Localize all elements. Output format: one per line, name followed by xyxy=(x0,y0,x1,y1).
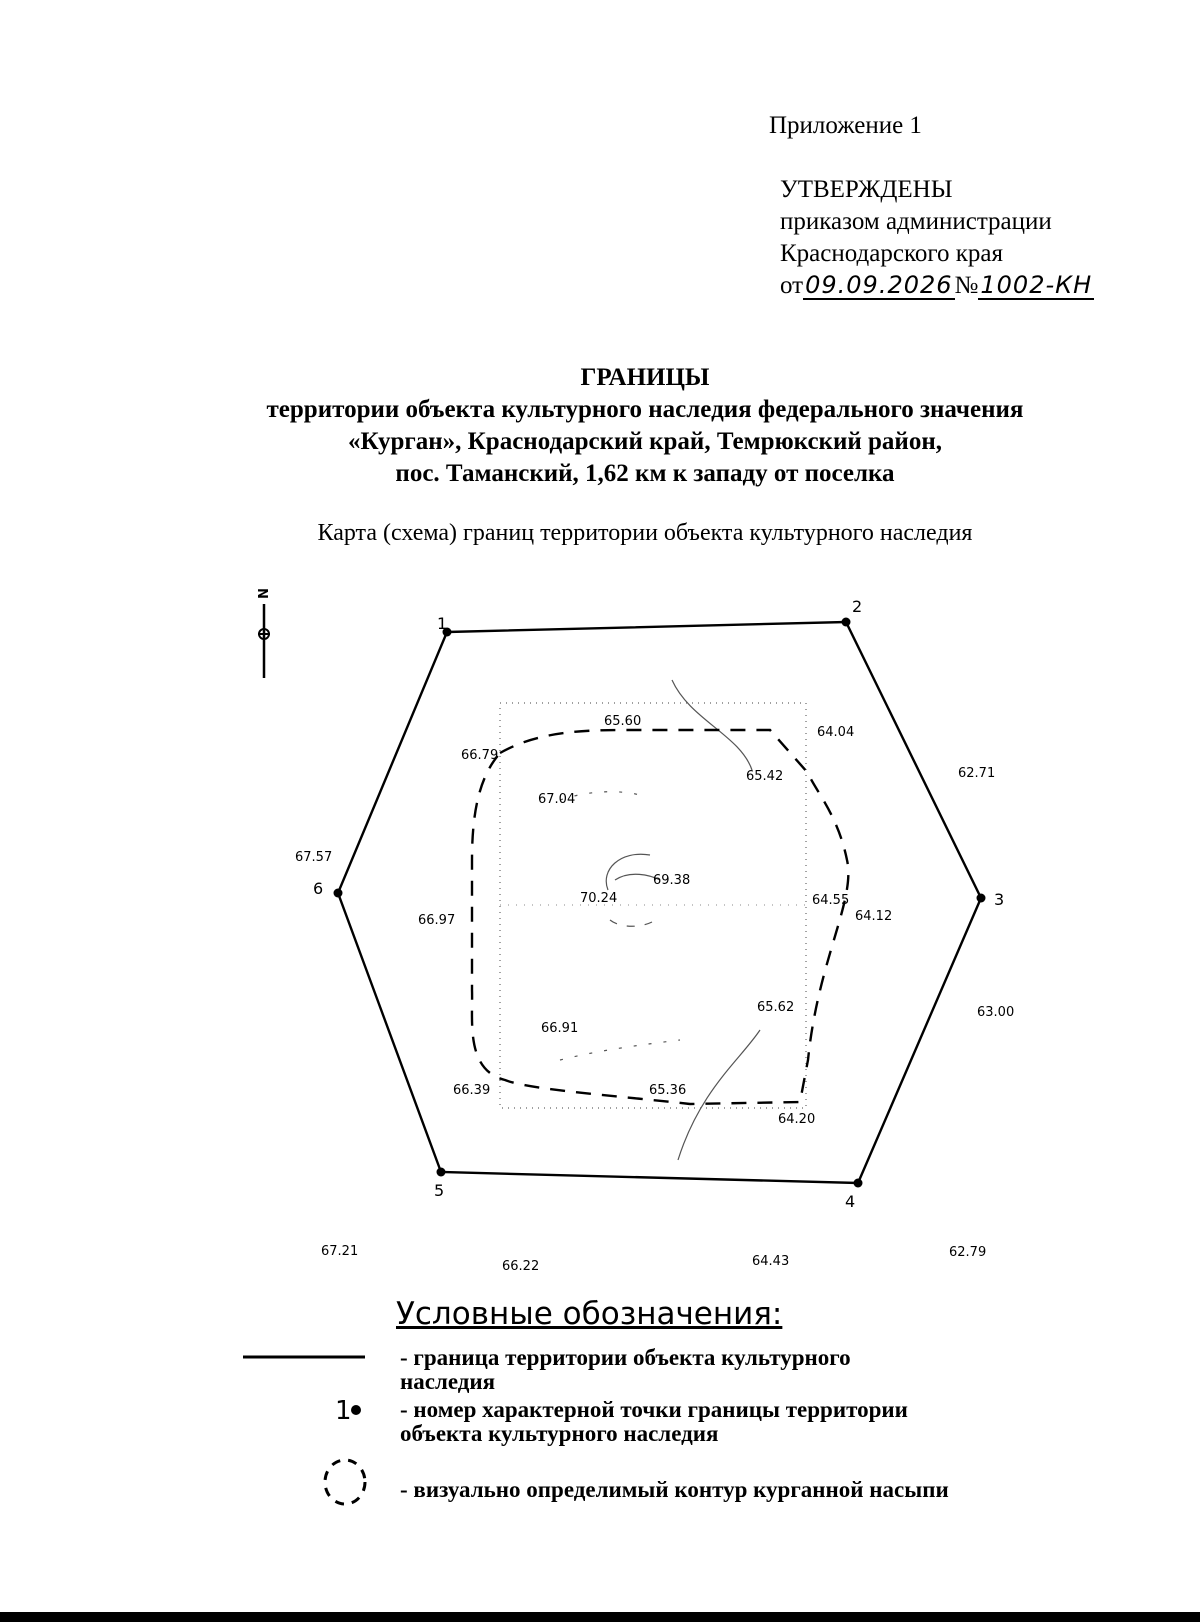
approved-heading: УТВЕРЖДЕНЫ xyxy=(780,176,953,203)
elevation-label: 64.12 xyxy=(855,909,893,924)
boundary-point-6 xyxy=(334,889,343,898)
attachment-label: Приложение 1 xyxy=(769,112,922,139)
order-number: 1002-КН xyxy=(980,271,1093,299)
elevation-label: 65.62 xyxy=(757,1000,795,1015)
boundary-point-labels xyxy=(313,597,1004,1211)
point-label-3: 3 xyxy=(994,890,1005,909)
title-line-1: территории объекта культурного наследия федерального значения xyxy=(266,396,1024,423)
territory-boundary xyxy=(338,622,981,1183)
date-prefix: от xyxy=(780,272,804,299)
elevation-label: 63.00 xyxy=(977,1005,1015,1020)
legend-mound-text: - визуально определимый контур курганной насыпи xyxy=(400,1477,949,1502)
elevation-label: 66.22 xyxy=(502,1259,540,1274)
elevation-label: 62.71 xyxy=(958,766,996,781)
point-label-1: 1 xyxy=(437,614,448,633)
elevation-label: 64.20 xyxy=(778,1112,816,1127)
order-line-2: Краснодарского края xyxy=(780,240,1003,267)
north-arrow-icon xyxy=(254,588,270,678)
boundary-point-3 xyxy=(977,894,986,903)
title-line-2: «Курган», Краснодарский край, Темрюкский район, xyxy=(348,428,942,455)
elevation-label: 66.39 xyxy=(453,1083,491,1098)
elevation-label: 66.79 xyxy=(461,748,499,763)
elevation-marks xyxy=(295,714,1014,1274)
legend-point-dot-icon xyxy=(351,1405,361,1415)
boundary-point-2 xyxy=(842,618,851,627)
legend-boundary-line-1: - граница территории объекта культурного xyxy=(400,1345,851,1370)
title-heading: ГРАНИЦЫ xyxy=(580,364,710,391)
elevation-label: 64.43 xyxy=(752,1254,790,1269)
point-label-5: 5 xyxy=(434,1181,445,1200)
boundary-point-4 xyxy=(854,1179,863,1188)
point-label-4: 4 xyxy=(845,1192,856,1211)
elevation-label: 66.91 xyxy=(541,1021,579,1036)
legend-mound-contour-icon xyxy=(325,1460,365,1504)
title-line-3: пос. Таманский, 1,62 км к западу от поселка xyxy=(395,460,895,487)
legend-point-number: 1 xyxy=(335,1396,352,1426)
elevation-label: 65.42 xyxy=(746,769,784,784)
order-line-1: приказом администрации xyxy=(780,208,1052,235)
legend-boundary-line-2: наследия xyxy=(400,1369,496,1394)
legend-boundary-text xyxy=(400,1346,851,1394)
elevation-label: 67.04 xyxy=(538,792,576,807)
boundary-point-markers xyxy=(334,618,986,1188)
legend-point-text xyxy=(400,1398,908,1446)
map-subtitle: Карта (схема) границ территории объекта культурного наследия xyxy=(317,520,973,546)
elevation-label: 62.79 xyxy=(949,1245,987,1260)
mound-contour xyxy=(472,730,848,1104)
point-label-2: 2 xyxy=(852,597,863,616)
elevation-label: 70.24 xyxy=(580,891,618,906)
order-date: 09.09.2026 xyxy=(805,271,953,299)
legend-title: Условные обозначения: xyxy=(396,1296,783,1332)
legend-point-line-2: объекта культурного наследия xyxy=(400,1421,719,1446)
elevation-label: 65.60 xyxy=(604,714,642,729)
elevation-label: 64.55 xyxy=(812,893,850,908)
legend-point-line-1: - номер характерной точки границы территории xyxy=(400,1397,908,1422)
scan-bottom-edge xyxy=(0,1612,1200,1622)
elevation-label: 65.36 xyxy=(649,1083,687,1098)
boundary-point-5 xyxy=(437,1168,446,1177)
elevation-label: 66.97 xyxy=(418,913,456,928)
elevation-label: 67.21 xyxy=(321,1244,359,1259)
elevation-label: 69.38 xyxy=(653,873,691,888)
point-label-6: 6 xyxy=(313,879,324,898)
north-marker: N xyxy=(254,588,269,599)
elevation-label: 67.57 xyxy=(295,850,333,865)
elevation-label: 64.04 xyxy=(817,725,855,740)
number-prefix: № xyxy=(954,272,979,299)
